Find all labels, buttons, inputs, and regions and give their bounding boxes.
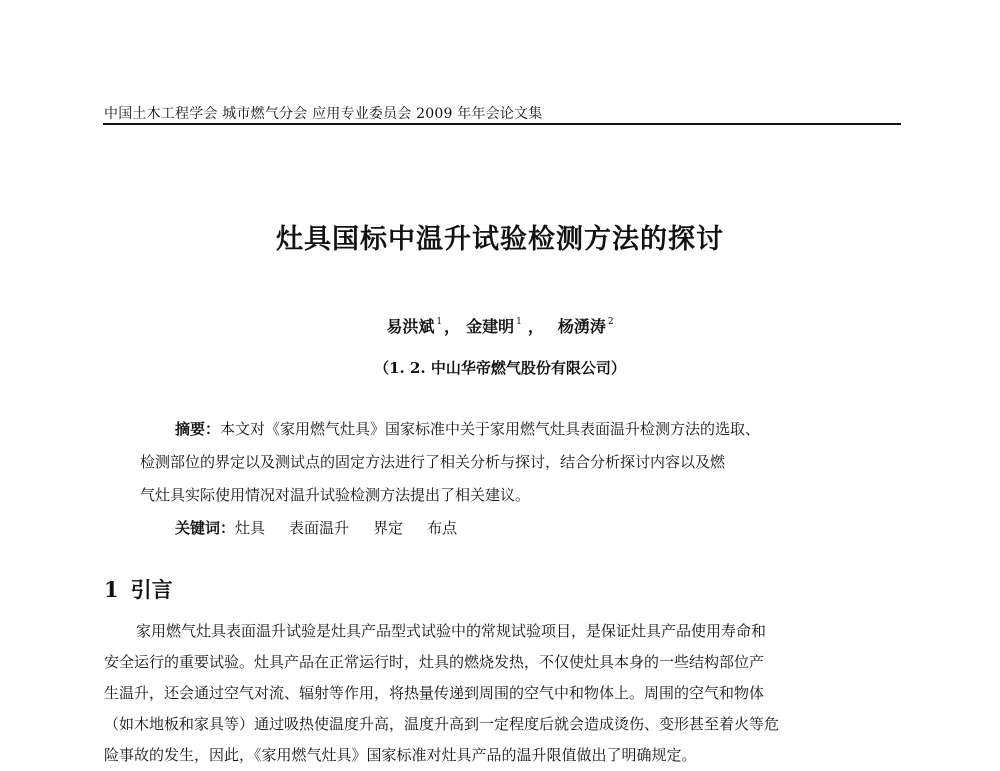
keywords-label: 关键词： — [175, 519, 236, 537]
abstract — [140, 413, 870, 545]
keyword: 界定 — [373, 519, 404, 537]
affiliation-mark: 1 — [516, 317, 522, 327]
section-title: 引言 — [130, 577, 173, 602]
section-heading — [104, 574, 173, 604]
keywords-line — [140, 512, 870, 545]
author-name: 易洪斌 — [386, 317, 435, 336]
affiliation: （1. 2. 中山华帝燃气股份有限公司） — [374, 359, 626, 377]
author-name: 金建明 — [466, 317, 515, 336]
body-line: 家用燃气灶具表面温升试验是灶具产品型式试验中的常规试验项目，是保证灶具产品使用寿命和 — [136, 622, 767, 640]
running-header: 中国土木工程学会 城市燃气分会 应用专业委员会 2009 年年会论文集 — [104, 106, 543, 122]
section-body — [104, 616, 904, 771]
body-line: 生温升，还会通过空气对流、辐射等作用，将热量传递到周围的空气中和物体上。周围的空气和物体 — [104, 684, 765, 702]
header-rule — [103, 123, 901, 125]
abstract-label: 摘要： — [175, 420, 221, 438]
keyword: 布点 — [427, 519, 458, 537]
author-separator: ， — [527, 317, 544, 336]
abstract-line — [140, 413, 870, 446]
affiliation-mark: 2 — [607, 317, 614, 327]
body-line: （如木地板和家具等）通过吸热使温度升高，温度升高到一定程度后就会造成烫伤、变形甚至着火等危 — [104, 715, 780, 733]
keyword: 表面温升 — [289, 519, 350, 537]
author-list — [0, 314, 1000, 337]
author-name: 杨湧涛 — [557, 317, 606, 336]
author-separator: ， — [444, 317, 461, 336]
abstract-line: 检测部位的界定以及测试点的固定方法进行了相关分析与探讨，结合分析探讨内容以及燃 — [140, 453, 726, 471]
body-line: 险事故的发生，因此，《家用燃气灶具》国家标准对灶具产品的温升限值做出了明确规定。 — [104, 746, 697, 764]
section-number: 1 — [104, 577, 119, 602]
abstract-text: 本文对《家用燃气灶具》国家标准中关于家用燃气灶具表面温升检测方法的选取、 — [220, 420, 761, 438]
paper-title: 灶具国标中温升试验检测方法的探讨 — [276, 224, 724, 255]
keyword: 灶具 — [235, 519, 266, 537]
abstract-line: 气灶具实际使用情况对温升试验检测方法提出了相关建议。 — [140, 486, 531, 504]
body-line: 安全运行的重要试验。灶具产品在正常运行时，灶具的燃烧发热，不仅使灶具本身的一些结构部位产 — [104, 653, 765, 671]
affiliation-mark: 1 — [436, 317, 443, 327]
